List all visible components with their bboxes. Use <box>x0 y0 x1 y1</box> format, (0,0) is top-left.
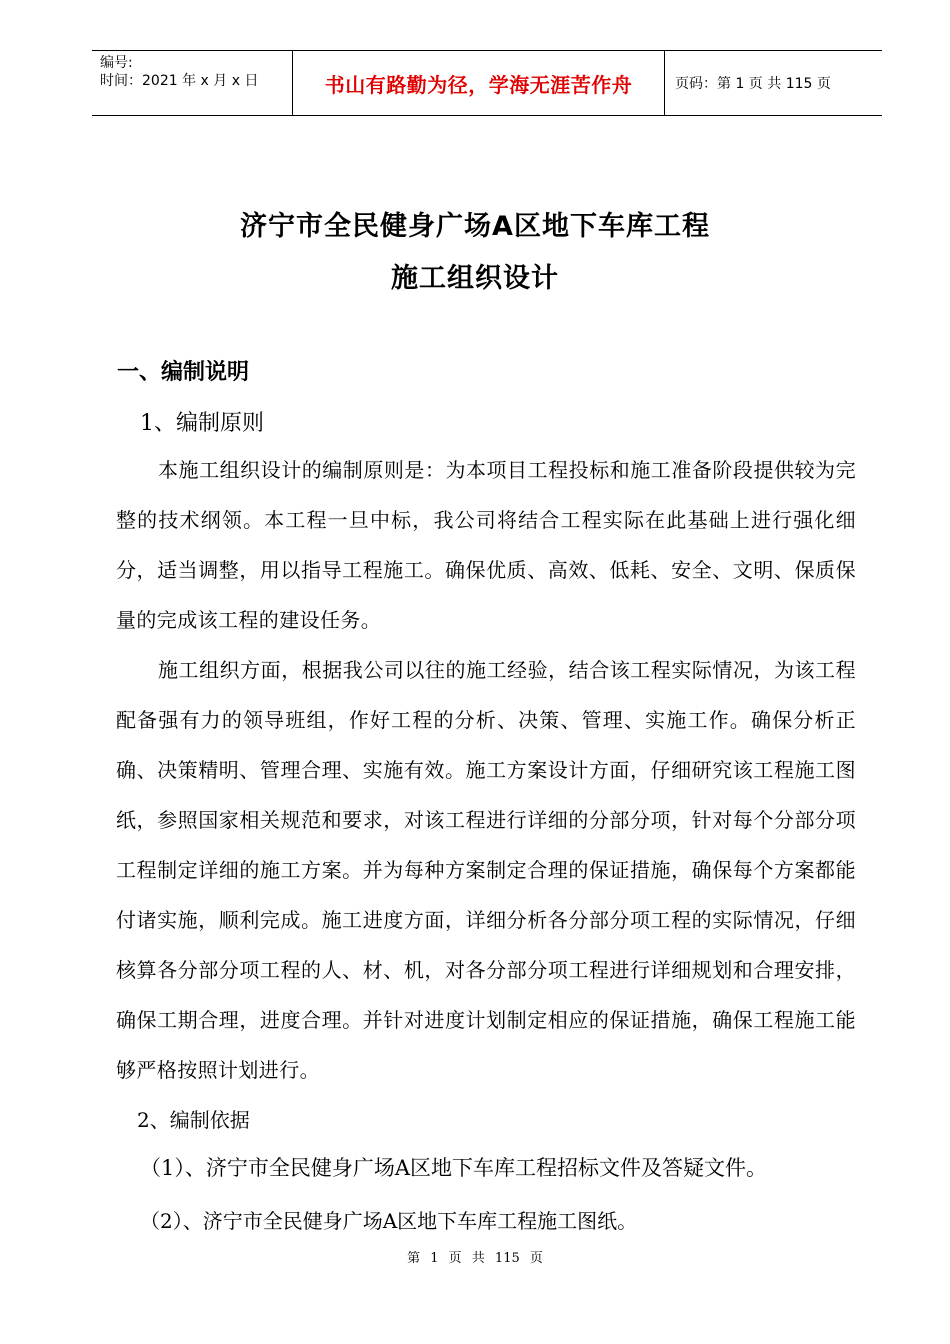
document-title: 济宁市全民健身广场A区地下车库工程 <box>240 211 710 242</box>
header-motto: 书山有路勤为径，学海无涯苦作舟 <box>293 51 665 115</box>
subsection-heading-basis: 2、编制依据 <box>137 1108 250 1132</box>
header-meta-cell <box>92 51 293 115</box>
page-footer: 第 1 页 共 115 页 <box>407 1251 543 1266</box>
basis-item: （1）、济宁市全民健身广场A区地下车库工程招标文件及答疑文件。 <box>140 1156 768 1180</box>
document-subtitle: 施工组织设计 <box>391 263 559 294</box>
header-page-info: 页码：第 1 页 共 115 页 <box>675 76 831 92</box>
subsection-heading-principles: 1、编制原则 <box>140 411 264 436</box>
time-label: 时间：2021 年 x 月 x 日 <box>100 73 259 89</box>
paragraph-principles: 本施工组织设计的编制原则是：为本项目工程投标和施工准备阶段提供较为完整的技术纲领。本工程一旦中标，我公司将结合工程实际在此基础上进行强化细分，适当调整，用以指导工程施工。确保优质、高效、低耗、安全、文明、保质保量的完成该工程的建设任务。 <box>116 458 856 632</box>
section-heading: 一、编制说明 <box>117 360 250 385</box>
basis-item: （2）、济宁市全民健身广场A区地下车库工程施工图纸。 <box>140 1209 638 1233</box>
serial-label: 编号: <box>100 55 133 71</box>
paragraph-organization: 施工组织方面，根据我公司以往的施工经验，结合该工程实际情况，为该工程配备强有力的领导班组，作好工程的分析、决策、管理、实施工作。确保分析正确、决策精明、管理合理、实施有效。施工方案设计方面，仔细研究该工程施工图纸，参照国家相关规范和要求，对该工程进行详细的分部分项，针对每个分部分项工程制定详细的施工方案。并为每种方案制定合理的保证措施，确保每个方案都能付诸实施，顺利完成。施工进度方面，详细分析各分部分项工程的实际情况，仔细核算各分部分项工程的人、材、机，对各分部分项工程进行详细规划和合理安排，确保工期合理，进度合理。并针对进度计划制定相应的保证措施，确保工程施工能够严格按照计划进行。 <box>116 658 856 1082</box>
document-header <box>92 50 882 116</box>
